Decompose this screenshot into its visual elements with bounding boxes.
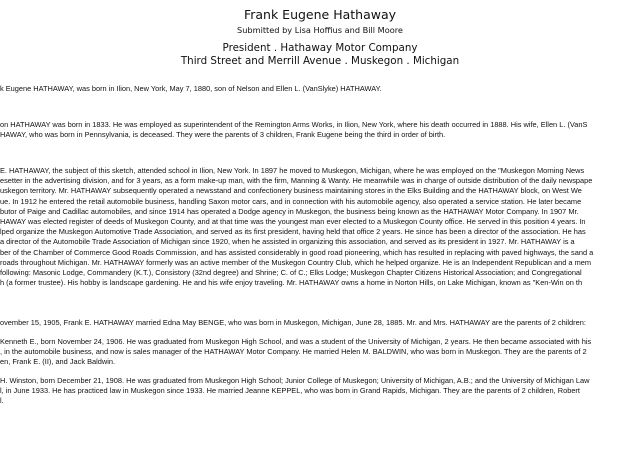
text-line: , in the automobile business, and now is sales manager of the HATHAWAY Motor Company. He married Helen M. BALDWIN, who was born in Muskegon. They are the parents of 2: [0, 347, 587, 357]
paragraph-child-kenneth: [0, 337, 640, 368]
text-line: ber of the Chamber of Commerce Good Roads Commission, and has assisted considerably in good road pioneering, which has resulted in replacing with paved highways, the sand a: [0, 247, 594, 257]
text-line: k Eugene HATHAWAY, was born in Ilion, New York, May 7, 1880, son of Nelson and Ellen L. (VanSlyke) HATHAWAY.: [0, 84, 382, 93]
text-line: esetter in the advertising division, and for 3 years, as a form make-up man, with the firm, Manning & Wanty. He meanwhile was in charge of outside distribution of the daily newspape: [0, 176, 593, 186]
company-line: President . Hathaway Motor Company: [222, 42, 418, 54]
page-title: Frank Eugene Hathaway: [243, 7, 397, 22]
text-line: HAWAY, who was born in Pennsylvania, is deceased. They were the parents of 3 children, Frank Eugene being the third in order of birth.: [0, 130, 446, 140]
text-line: H. Winston, born December 21, 1908. He was graduated from Muskegon High School; Junior College of Muskegon; University of Michigan, A.B.; and the University of Michigan Law: [0, 376, 590, 385]
text-line: h (a former trustee). His hobby is landscape gardening. He and his wife enjoy traveling. Mr. HATHAWAY owns a home in Norton Hills, on Lake Michigan, known as "Ken-Win on th: [0, 278, 583, 288]
paragraph-career: [0, 166, 640, 288]
submitted-by: Submitted by Lisa Hoffius and Bill Moore: [237, 25, 403, 35]
paragraph-father: [0, 120, 640, 140]
text-line: roads throughout Michigan. Mr. HATHAWAY formerly was an active member of the Muskegon Country Club, which he helped organize. He is an Independent Republican and a mem: [0, 257, 592, 267]
text-line: HAWAY was elected register of deeds of Muskegon County, and at that time was the youngest man ever elected to a Muskegon County office. He served in this position 4 years. In: [0, 216, 586, 226]
text-line: a director of the Automobile Trade Association of Michigan since 1920, when he assisted in organizing this association, and served as its president in 1927. Mr. HATHAWAY is a: [0, 237, 575, 247]
text-line: on HATHAWAY was born in 1833. He was employed as superintendent of the Remington Arms Works, in Ilion, New York, where his death occurred in 1888. His wife, Ellen L. (VanS: [0, 120, 588, 129]
text-line: ue. In 1912 he entered the retail automobile business, handling Saxon motor cars, and in connection with his automobile agency, also operated a service station. He later became: [0, 196, 582, 206]
text-line: following: Masonic Lodge, Commandery (K.T.), Consistory (32nd degree) and Shrine; C. of C.; Elks Lodge; Muskegon Chapter Citizens Historical Association; and Congregational: [0, 267, 582, 277]
text-line: E. HATHAWAY, the subject of this sketch, attended school in Ilion, New York. In 1897 he moved to Muskegon, Michigan, where he was employed on the "Muskegon Morning News: [0, 166, 585, 175]
text-line: butor of Paige and Cadillac automobiles, and since 1914 has operated a Dodge agency in Muskegon, the business being known as the HATHAWAY Motor Company. In 1907 Mr.: [0, 206, 579, 216]
text-line: lped organize the Muskegon Automotive Trade Association, and served as its first president, having held that office 2 years. He since has been a director of the association. He has: [0, 227, 586, 237]
text-line: l.: [0, 396, 4, 406]
text-line: l, in June 1933. He has practiced law in Muskegon since 1933. He married Jeanne KEPPEL, who was born in Grand Rapids, Michigan. They are the parents of 2 children, Robert: [0, 386, 580, 396]
paragraph-birth: [0, 84, 640, 94]
address-line: Third Street and Merrill Avenue . Muskegon . Michigan: [180, 55, 460, 67]
text-line: ovember 15, 1905, Frank E. HATHAWAY married Edna May BENGE, who was born in Muskegon, Michigan, June 28, 1885. Mr. and Mrs. HATHAWAY are the parents of 2 children:: [0, 318, 586, 327]
text-line: Kenneth E., born November 24, 1906. He was graduated from Muskegon High School, and was a student of the University of Michigan, 2 years. He then became associated with his: [0, 337, 592, 346]
text-line: uskegon territory. Mr. HATHAWAY subsequently operated a newsstand and confectionery business maintaining stores in the Elks Building and the HATHAWAY block, on West We: [0, 186, 582, 196]
paragraph-marriage: [0, 318, 640, 328]
text-line: en, Frank E. (II), and Jack Baldwin.: [0, 357, 116, 367]
paragraph-child-winston: [0, 376, 640, 407]
